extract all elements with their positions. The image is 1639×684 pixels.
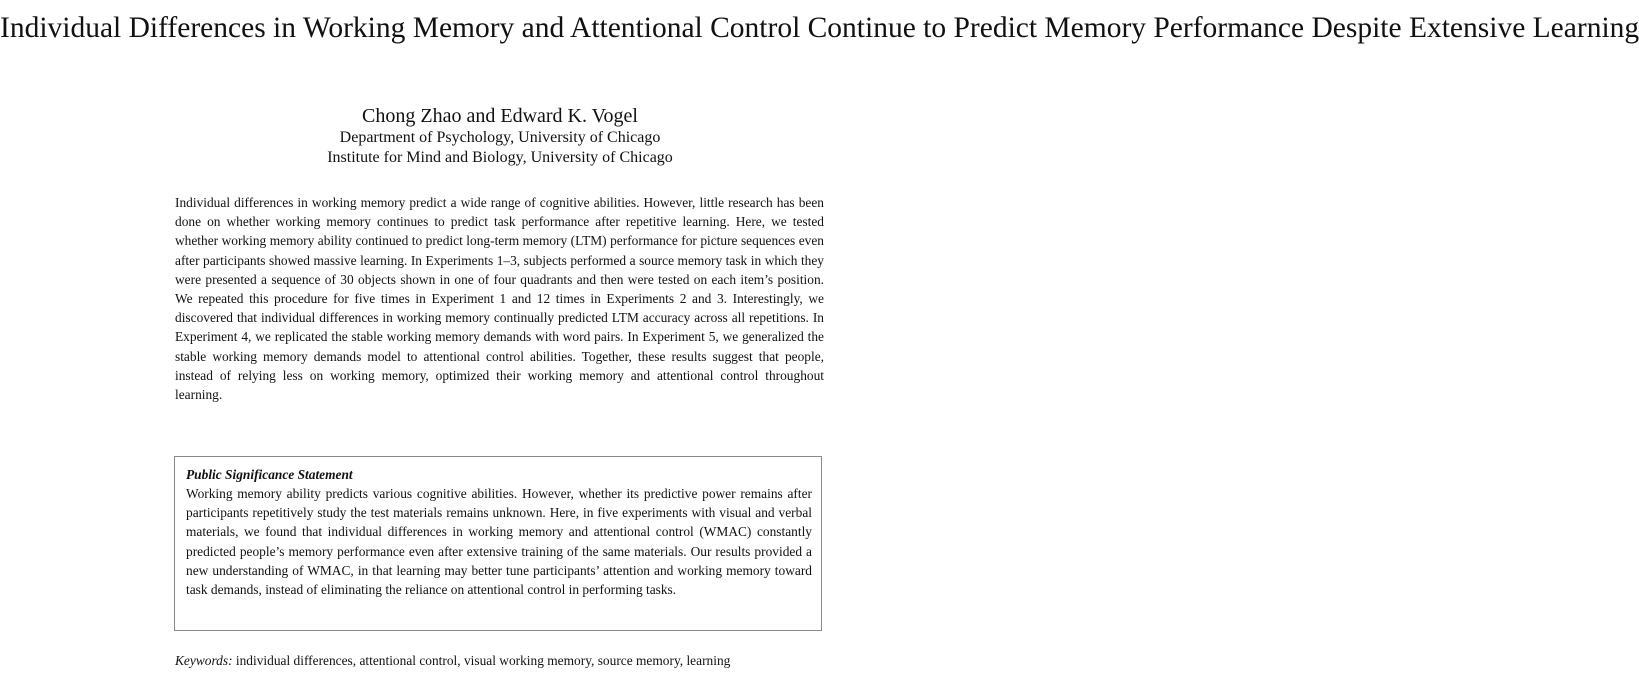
keywords-text: individual differences, attentional control, visual working memory, source memory, learning <box>235 653 731 668</box>
keywords-label: Keywords: <box>175 653 233 668</box>
abstract-text: Individual differences in working memory predict a wide range of cognitive abilities. However, little research has been done on whether working memory continues to predict task performance after repetitive learning. Here, we tested whether working memory ability continued to predict long-term memory (LTM) performance for picture sequences even after participants showed massive learning. In Experiments 1–3, subjects performed a source memory task in which they were presented a sequence of 30 objects shown in one of four quadrants and then were tested on each item’s position. We repeated this procedure for five times in Experiment 1 and 12 times in Experiments 2 and 3. Interestingly, we discovered that individual differences in working memory continually predicted LTM accuracy across all repetitions. In Experiment 4, we replicated the stable working memory demands with word pairs. In Experiment 5, we generalized the stable working memory demands model to attentional control abilities. Together, these results suggest that people, instead of relying less on working memory, optimized their working memory and attentional control throughout learning. <box>175 195 824 403</box>
keywords-line <box>175 651 835 670</box>
significance-text: Working memory ability predicts various cognitive abilities. However, whether its predictive power remains after participants repetitively study the test materials remains unknown. Here, in five experiments with visual and verbal materials, we found that individual differences in working memory and attentional control (WMAC) constantly predicted people’s memory performance even after extensive training of the same materials. Our results provided a new understanding of WMAC, in that learning may better tune participants’ attention and working memory toward task demands, instead of eliminating the reliance on attentional control in performing tasks. <box>186 486 812 598</box>
paper-title: Individual Differences in Working Memory and Attentional Control Continue to Predict Memory Performance Despite Extensive Learning <box>0 12 1639 44</box>
public-significance-box <box>174 456 822 631</box>
affiliation-psychology: Department of Psychology, University of Chicago <box>339 129 661 146</box>
author-list: Chong Zhao and Edward K. Vogel <box>362 105 638 127</box>
significance-heading: Public Significance Statement <box>186 467 353 482</box>
affiliation-mind-biology: Institute for Mind and Biology, University of Chicago <box>327 149 673 166</box>
